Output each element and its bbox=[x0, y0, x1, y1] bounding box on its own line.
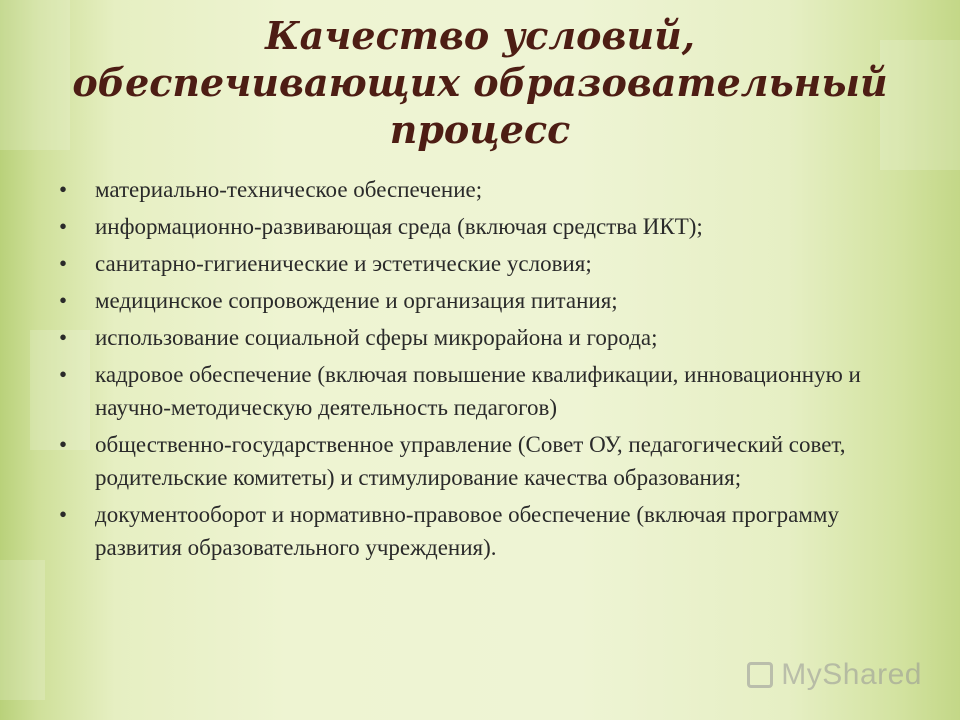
list-item bbox=[58, 428, 903, 494]
list-item bbox=[58, 210, 903, 243]
background-square bbox=[0, 560, 45, 700]
bullet-icon: • bbox=[59, 432, 68, 457]
list-item bbox=[58, 498, 903, 564]
slide-title-line: обеспечивающих образовательный bbox=[72, 60, 888, 105]
watermark bbox=[747, 658, 922, 692]
list-item-text: информационно-развивающая среда (включая средства ИКТ); bbox=[95, 214, 703, 239]
list-item bbox=[58, 173, 903, 206]
bullet-list bbox=[58, 173, 903, 568]
watermark-logo-icon bbox=[747, 662, 773, 688]
list-item-text: использование социальной сферы микрорайона и города; bbox=[95, 325, 658, 350]
list-item-text: документооборот и нормативно-правовое обеспечение (включая программу развития образовательного учреждения). bbox=[95, 502, 839, 560]
bullet-icon: • bbox=[59, 362, 68, 387]
list-item bbox=[58, 321, 903, 354]
bullet-icon: • bbox=[59, 177, 68, 202]
list-item-text: материально-техническое обеспечение; bbox=[95, 177, 483, 202]
bullet-icon: • bbox=[59, 502, 68, 527]
slide-title bbox=[0, 12, 960, 153]
list-item-text: медицинское сопровождение и организация питания; bbox=[95, 288, 618, 313]
list-item bbox=[58, 358, 903, 424]
list-item bbox=[58, 247, 903, 280]
list-item bbox=[58, 284, 903, 317]
bullet-icon: • bbox=[59, 325, 68, 350]
bullet-icon: • bbox=[59, 251, 68, 276]
slide-title-line: процесс bbox=[389, 107, 571, 152]
list-item-text: кадровое обеспечение (включая повышение квалификации, инновационную и научно-методическую деятельность педагогов) bbox=[95, 362, 861, 420]
bullet-icon: • bbox=[59, 288, 68, 313]
watermark-text: MyShared bbox=[781, 658, 922, 691]
list-item-text: общественно-государственное управление (Совет ОУ, педагогический совет, родительские комитеты) и стимулирование качества образования; bbox=[95, 432, 846, 490]
bullet-icon: • bbox=[59, 214, 68, 239]
slide-title-line: Качество условий, bbox=[265, 13, 695, 58]
list-item-text: санитарно-гигиенические и эстетические условия; bbox=[95, 251, 592, 276]
